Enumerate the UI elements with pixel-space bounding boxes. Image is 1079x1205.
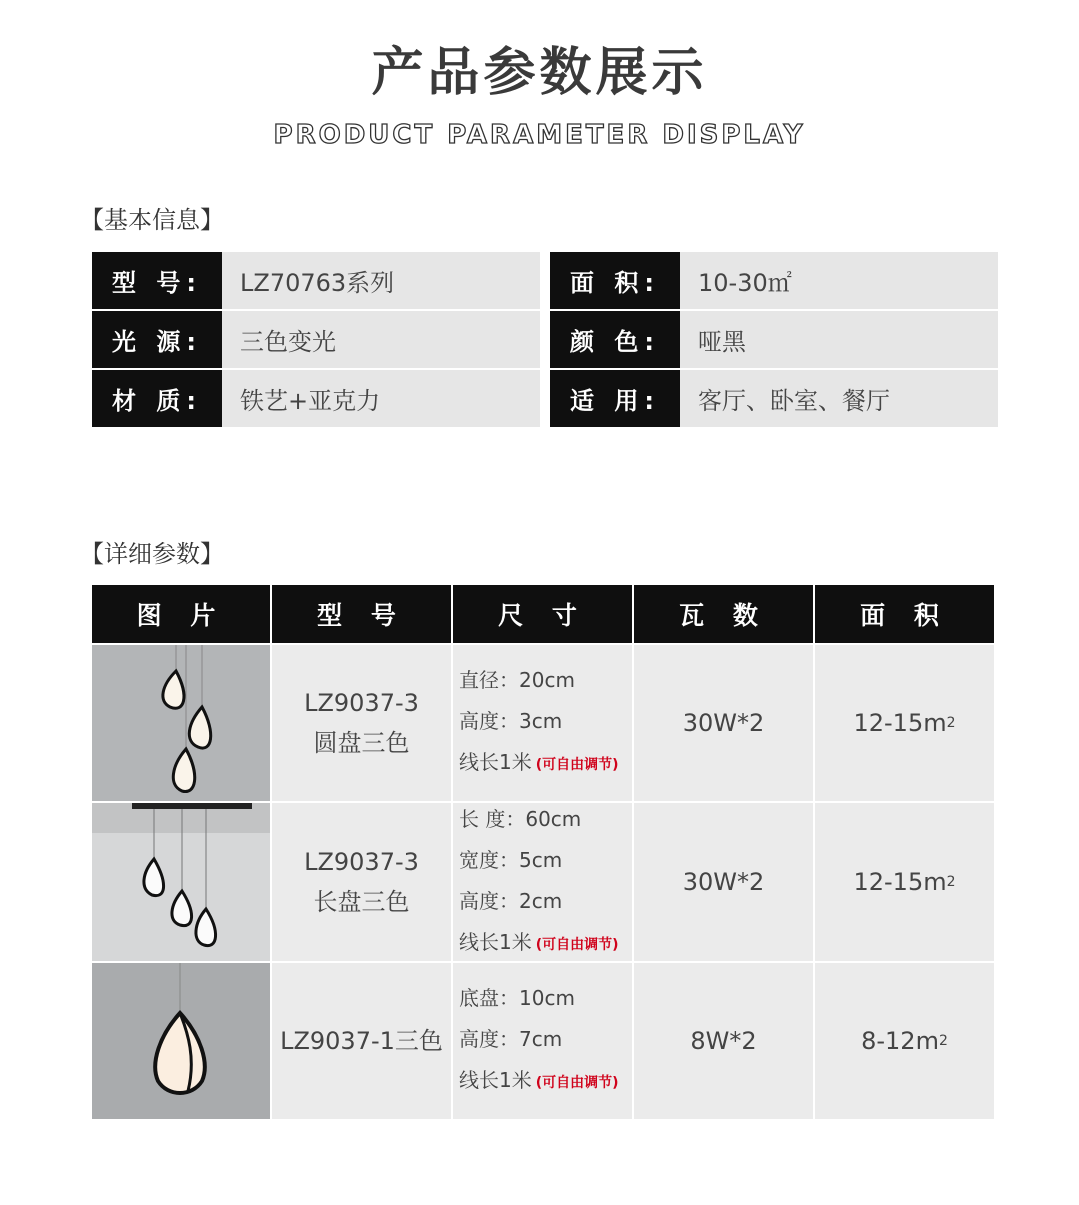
table-row <box>92 645 998 801</box>
model-cell <box>272 803 451 961</box>
model-cell <box>272 963 451 1119</box>
watt-cell: 30W*2 <box>634 803 813 961</box>
cable-note: (可自由调节) <box>535 757 619 773</box>
page-title: 产品参数展示 <box>371 43 708 103</box>
basic-info-row <box>550 370 998 427</box>
cable-text: 线长1米 <box>459 750 532 774</box>
basic-info-key: 光 源: <box>92 311 222 368</box>
basic-info-value: 三色变光 <box>222 311 540 368</box>
size-line: 直径：20cm <box>459 668 575 692</box>
product-photo <box>92 803 270 961</box>
detail-table <box>92 585 998 1119</box>
watt-cell: 30W*2 <box>634 645 813 801</box>
size-cell <box>453 803 632 961</box>
header-image: 图 片 <box>92 585 270 643</box>
watt-cell: 8W*2 <box>634 963 813 1119</box>
model-variant: 圆盘三色 <box>313 729 410 757</box>
area-superscript: 2 <box>946 874 956 890</box>
header-area: 面 积 <box>815 585 994 643</box>
cable-length <box>459 1060 619 1104</box>
size-line: 高度：3cm <box>459 709 563 733</box>
table-row <box>92 803 998 961</box>
basic-info-row <box>550 311 998 368</box>
basic-info-value: 铁艺+亚克力 <box>222 370 540 427</box>
page-subtitle: PRODUCT PARAMETER DISPLAY <box>273 120 806 150</box>
size-line: 长 度：60cm <box>459 806 582 831</box>
model-name: LZ9037-3 <box>304 848 419 876</box>
area-value: 8-12m <box>861 1027 939 1055</box>
cable-text: 线长1米 <box>459 929 532 954</box>
basic-info-table <box>92 252 998 429</box>
basic-info-key: 颜 色: <box>550 311 680 368</box>
cable-note: (可自由调节) <box>535 936 619 953</box>
basic-info-left-column <box>92 252 540 429</box>
basic-info-key: 适 用: <box>550 370 680 427</box>
product-photo <box>92 963 270 1119</box>
size-cell <box>453 645 632 801</box>
cable-text: 线长1米 <box>459 1068 532 1092</box>
size-line: 底盘：10cm <box>459 986 575 1010</box>
table-row <box>92 963 998 1119</box>
area-value: 12-15m <box>853 709 947 737</box>
header-watt: 瓦 数 <box>634 585 813 643</box>
cable-length <box>459 922 619 966</box>
basic-info-right-column <box>550 252 998 429</box>
basic-info-key: 面 积: <box>550 252 680 309</box>
area-superscript: 2 <box>938 1033 948 1049</box>
area-cell <box>815 645 994 801</box>
header-size: 尺 寸 <box>453 585 632 643</box>
basic-info-key: 材 质: <box>92 370 222 427</box>
model-name: LZ9037-3 <box>304 689 419 717</box>
basic-info-key: 型 号: <box>92 252 222 309</box>
basic-info-value: 客厅、卧室、餐厅 <box>680 370 998 427</box>
size-cell <box>453 963 632 1119</box>
detail-header-row <box>92 585 998 643</box>
area-superscript: 2 <box>946 715 956 731</box>
product-photo <box>92 645 270 801</box>
basic-info-value: LZ70763系列 <box>222 252 540 309</box>
basic-info-value: 哑黑 <box>680 311 998 368</box>
size-line: 高度：2cm <box>459 888 563 913</box>
area-cell <box>815 803 994 961</box>
size-line: 宽度：5cm <box>459 847 563 872</box>
area-cell <box>815 963 994 1119</box>
header-model: 型 号 <box>272 585 451 643</box>
model-name: LZ9037-1三色 <box>280 1027 443 1055</box>
basic-info-value: 10-30㎡ <box>680 252 998 309</box>
basic-info-row <box>92 252 540 309</box>
basic-info-row <box>550 252 998 309</box>
model-variant: 长盘三色 <box>313 888 410 916</box>
basic-info-row <box>92 370 540 427</box>
cable-length <box>459 742 619 786</box>
basic-info-row <box>92 311 540 368</box>
model-cell <box>272 645 451 801</box>
basic-info-label: 【基本信息】 <box>80 206 224 234</box>
detail-label: 【详细参数】 <box>80 540 224 568</box>
size-line: 高度：7cm <box>459 1027 563 1051</box>
cable-note: (可自由调节) <box>535 1075 619 1091</box>
area-value: 12-15m <box>853 868 947 896</box>
